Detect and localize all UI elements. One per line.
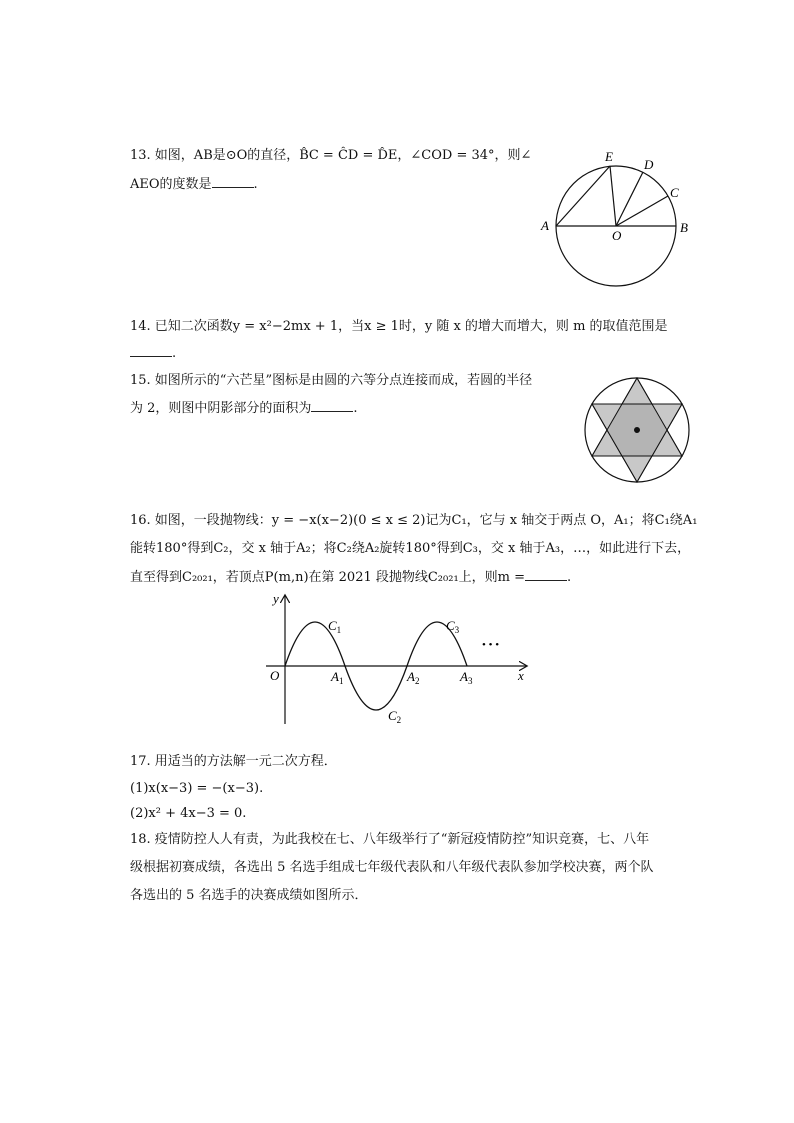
q14-line1: 14. 已知二次函数y = x²−2mx + 1，当x ≥ 1时，y 随 x 的增大而增大，则 m 的取值范围是: [130, 319, 668, 334]
q16-line3-text: 直至得到C₂₀₂₁，若顶点P(m,n)在第 2021 段抛物线C₂₀₂₁上，则m =: [130, 570, 526, 585]
q13-answer-blank: [212, 175, 254, 188]
q18-line2: 级根据初赛成绩，各选出 5 名选手组成七年级代表队和八年级代表队参加学校决赛，两个队: [130, 860, 654, 875]
q13-label-a: A: [541, 218, 549, 233]
q16-c1-letter: C: [328, 618, 337, 633]
q16-line1: 16. 如图，一段抛物线：y = −x(x−2)(0 ≤ x ≤ 2)记为C₁，它与 x 轴交于两点 O，A₁；将C₁绕A₁: [130, 513, 698, 528]
q15-line2: [130, 399, 358, 418]
q16-a2-letter: A: [407, 669, 415, 684]
q16-c3-letter: C: [446, 618, 455, 633]
q16-c2-sub: 2: [396, 715, 402, 725]
q16-line3: [130, 568, 571, 587]
q16-label-a1: [330, 669, 343, 686]
q14-line2: [130, 344, 176, 363]
q13-label-b: B: [680, 220, 688, 235]
q15-line2-end: .: [353, 401, 358, 416]
q16-origin-label: O: [270, 668, 280, 683]
q16-label-a2: [406, 669, 419, 686]
q16-line3-end: .: [567, 570, 572, 585]
q16-y-label: y: [273, 591, 279, 606]
q13-circle-figure: [535, 148, 705, 293]
q15-center-dot: [634, 427, 640, 433]
q13-label-e: E: [605, 149, 613, 164]
q16-label-c2: [388, 708, 401, 725]
q16-c1-sub: 1: [336, 625, 342, 635]
q16-a1-letter: A: [331, 669, 339, 684]
q16-parabola-graph: [260, 588, 535, 733]
q13-line2-text: AEO的度数是: [130, 177, 212, 192]
q17-line3: (2)x² + 4x−3 = 0.: [130, 806, 247, 821]
q16-label-c3: [446, 618, 460, 635]
q15-answer-blank: [311, 399, 353, 412]
q14-line2-end: .: [172, 346, 177, 361]
q16-a3-sub: 3: [467, 676, 473, 686]
q16-label-a3: [459, 669, 473, 686]
q16-a1-sub: 1: [338, 676, 344, 686]
q16-c2-letter: C: [388, 708, 397, 723]
q17-line1: 17. 用适当的方法解一元二次方程．: [130, 754, 337, 769]
q15-line1: 15. 如图所示的“六芒星”图标是由圆的六等分点连接而成，若圆的半径: [130, 373, 533, 388]
q16-c3-sub: 3: [454, 625, 460, 635]
q17-line2: (1)x(x−3) = −(x−3).: [130, 781, 264, 796]
q13-label-c: C: [670, 185, 679, 200]
q16-label-c1: [328, 618, 341, 635]
q13-label-d: D: [644, 157, 654, 172]
q15-line2-text: 为 2，则图中阴影部分的面积为: [130, 401, 312, 416]
q18-line3: 各选出的 5 名选手的决赛成绩如图所示．: [130, 888, 368, 903]
q16-answer-blank: [525, 568, 567, 581]
q16-a2-sub: 2: [414, 676, 420, 686]
q16-a3-letter: A: [460, 669, 468, 684]
q13-radius-oe: [610, 166, 616, 226]
q14-answer-blank: [130, 344, 172, 357]
q18-line1: 18. 疫情防控人人有责，为此我校在七、八年级举行了“新冠疫情防控”知识竞赛，七、八年: [130, 832, 650, 847]
q16-ellipsis: • • •: [482, 639, 500, 651]
q13-line2-end: .: [253, 177, 258, 192]
q13-line2: [130, 175, 258, 194]
q13-label-o: O: [612, 228, 622, 243]
q16-curve-c2: [345, 666, 407, 710]
q16-x-label: x: [518, 668, 524, 683]
q16-line2: 能转180°得到C₂，交 x 轴于A₂；将C₂绕A₂旋转180°得到C₃，交 x 轴于A₃，…，如此进行下去，: [130, 541, 691, 556]
q13-line1: 13. 如图，AB是⊙O的直径，B̂C = ĈD = D̂E，∠COD = 34°，则∠: [130, 148, 532, 163]
q15-hexagram-figure: [580, 372, 695, 487]
